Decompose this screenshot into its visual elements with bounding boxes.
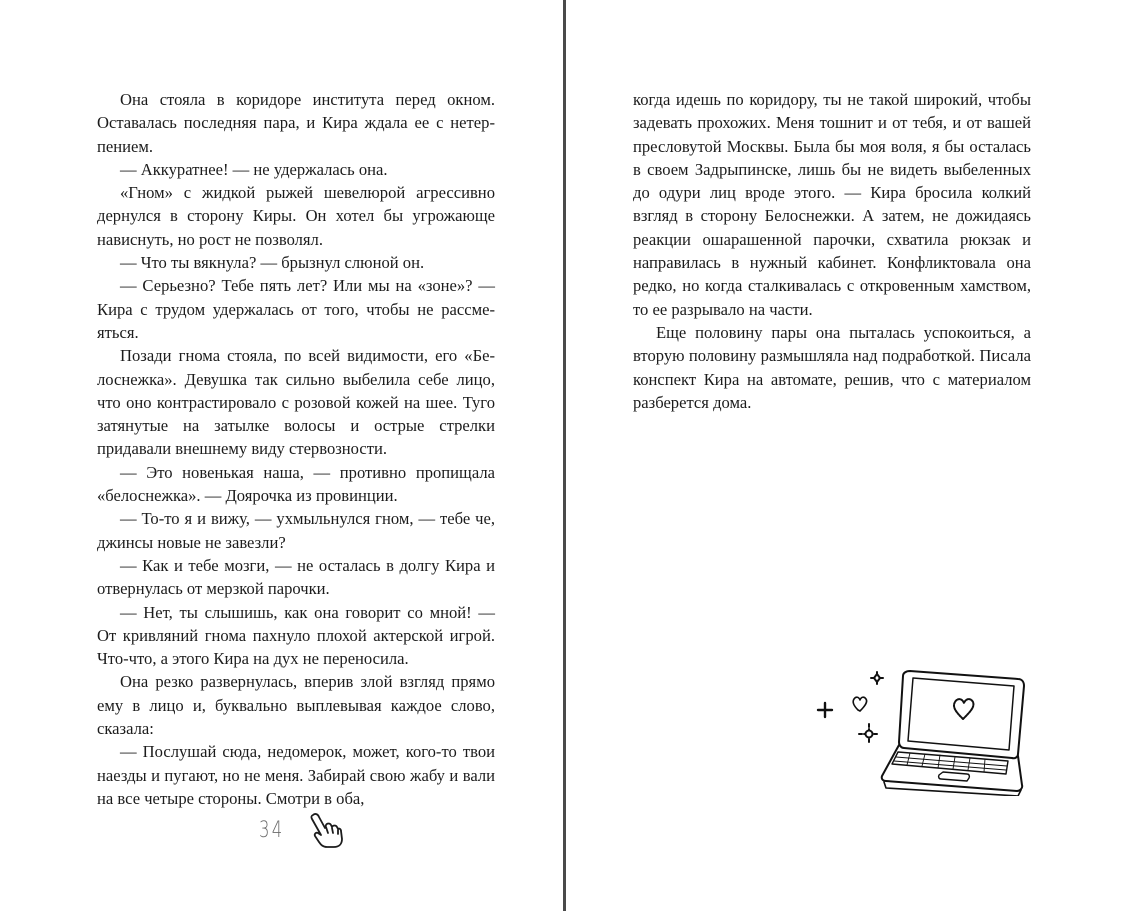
left-page-text: [97, 88, 495, 810]
sparkle-icon: [859, 724, 879, 744]
paragraph: — То-то я и вижу, — ухмыльнулся гном, — тебе че, джинсы новые не завезли?: [97, 509, 495, 552]
paragraph: — Это новенькая наша, — противно пропищала «белоснежка». — Доярочка из провинции.: [97, 462, 495, 506]
paragraph: Позади гнома стояла, по всей видимости, его «Белоснежка». Девушка так сильно выбелила себе лицо, что оно контрастировало с розовой кожей на шее. Туго затянутые на затылке волосы и острые стрелки придавали внешнему виду стервозности.: [97, 346, 495, 459]
paragraph: Она стояла в коридоре института перед окном. Оставалась последняя пара, и Кира ждала ее с нетерпением.: [97, 90, 495, 156]
paragraph: — Аккуратнее! — не удержалась она.: [120, 159, 388, 179]
small-heart-icon: [853, 697, 866, 711]
sparkle-icon: [818, 703, 832, 717]
right-page: [566, 0, 1130, 911]
paragraph: — Серьезно? Тебе пять лет? Или мы на «зоне»? — Кира с трудом удержалась от того, чтобы не рассмеяться.: [97, 276, 495, 342]
paragraph: Она резко развернулась, вперив злой взгляд прямо ему в лицо и, буквально выплевывая каждое слово, сказала:: [97, 672, 495, 739]
pointing-hand-icon: [309, 811, 343, 849]
page-footer: [259, 811, 343, 849]
paragraph: — Что ты вякнула? — брызнул слюной он.: [120, 253, 425, 273]
laptop-illustration: [810, 656, 1040, 796]
paragraph: «Гном» с жидкой рыжей шевелюрой агрессивно дернулся в сторону Киры. Он хотел бы угрожающе нависнуть, но рост не позволял.: [97, 183, 495, 249]
sparkle-icon: [871, 672, 883, 684]
page-number: 34: [259, 817, 285, 843]
paragraph: — Послушай сюда, недомерок, может, кого-то твои наезды и пугают, но не меня. Забирай свою жабу и вали на все четыре стороны. Смотри в оба,: [97, 742, 495, 808]
heart-on-screen-icon: [954, 699, 973, 719]
paragraph: когда идешь по коридору, ты не такой широкий, чтобы задевать прохожих. Меня тошнит и от тебя, и от вашей пресловутой Москвы. Была бы моя воля, я бы осталась в своем Задрыпинске, лишь бы не видеть выбеленных до одури лиц вроде этого. — Кира бросила колкий взгляд в сторону Белоснежки. А затем, не дожидаясь реакции ошарашенной парочки, схватила рюкзак и направилась в нужный кабинет. Конфликтовала она редко, но когда сталкивалась с откровенным хамством, то ее разрывало на части.: [633, 90, 1031, 319]
right-page-text: [633, 88, 1031, 414]
paragraph: — Как и тебе мозги, — не осталась в долгу Кира и отвернулась от мерзкой парочки.: [97, 555, 495, 599]
left-page: [0, 0, 563, 911]
paragraph: — Нет, ты слышишь, как она говорит со мной! — От кривляний гнома пахнуло плохой актерской игрой. Что-что, а этого Кира на дух не переносила.: [97, 602, 495, 669]
paragraph: Еще половину пары она пыталась успокоиться, а вторую половину размышляла над подработкой. Писала конспект Кира на автомате, решив, что с материалом разберется дома.: [633, 322, 1031, 412]
